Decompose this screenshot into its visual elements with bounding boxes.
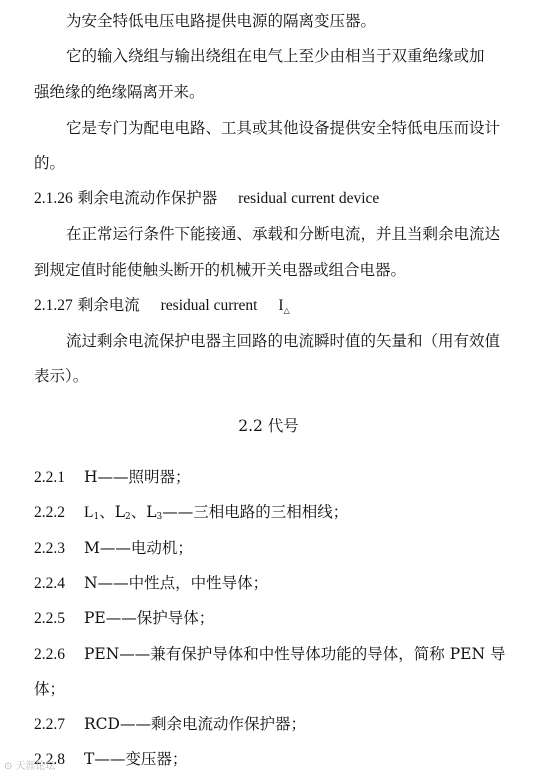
code-number: 2.2.2 (34, 504, 65, 521)
subscript: 1 (93, 512, 100, 522)
code-number: 2.2.1 (34, 469, 65, 486)
definition-line: 流过剩余电流保护电器主回路的电流瞬时值的矢量和（用有效值 (66, 332, 501, 350)
watermark: ⊙ 天涯论坛 (4, 761, 56, 772)
paragraph-line: 它是专门为配电电路、工具或其他设备提供安全特低电压而设计 (66, 119, 501, 137)
subscript: 3 (156, 512, 163, 522)
term-chinese: 剩余电流动作保护器 (77, 189, 218, 207)
code-item (0, 502, 537, 527)
code-item (0, 608, 537, 629)
code-item (0, 644, 537, 665)
definition-line: 到规定值时能使触头断开的机械开关电器或组合电器。 (34, 261, 407, 279)
paragraph-line: 的。 (34, 154, 66, 172)
code-text: RCD——剩余电流动作保护器； (84, 715, 306, 733)
term-chinese: 剩余电流 (77, 296, 140, 314)
section-title: 2.2 代号 (238, 417, 299, 435)
code-item-continuation: 体； (34, 680, 66, 698)
code-number: 2.2.5 (34, 610, 65, 627)
paragraph-line: 它的输入绕组与输出绕组在电气上至少由相当于双重绝缘或加 (66, 47, 485, 65)
code-number: 2.2.6 (34, 646, 65, 663)
definition-line: 表示）。 (34, 367, 89, 385)
code-item (0, 749, 537, 770)
term-symbol: I (278, 297, 284, 314)
term-number: 2.1.27 (34, 297, 73, 314)
code-item (0, 538, 537, 559)
term-heading-2-1-26 (0, 188, 537, 209)
code-number: 2.2.4 (34, 575, 65, 592)
term-number: 2.1.26 (34, 190, 73, 207)
paragraph-line: 为安全特低电压电路提供电源的隔离变压器。 (66, 12, 377, 30)
code-item (0, 467, 537, 488)
code-number: 2.2.3 (34, 540, 65, 557)
code-text: PE——保护导体； (84, 609, 215, 627)
delta-subscript: △ (283, 306, 290, 315)
code-text: N——中性点，中性导体； (84, 574, 269, 592)
paragraph-line: 强绝缘的绝缘隔离开来。 (34, 83, 205, 101)
code-text: H——照明器； (84, 468, 191, 486)
term-english: residual current (160, 297, 258, 314)
code-text: PEN——兼有保护导体和中性导体功能的导体，简称 PEN 导 (84, 645, 506, 663)
code-text: M——电动机； (84, 539, 193, 557)
definition-line: 在正常运行条件下能接通、承载和分断电流，并且当剩余电流达 (66, 225, 501, 243)
code-text: ——三相电路的三相相线； (162, 503, 349, 521)
code-item (0, 573, 537, 594)
term-english: residual current device (238, 190, 380, 207)
subscript: 2 (125, 512, 131, 522)
code-text: 、L (99, 503, 125, 521)
code-number: 2.2.7 (34, 716, 65, 733)
code-text: T——变压器； (84, 750, 188, 768)
code-text: 、L (130, 503, 157, 521)
term-heading-2-1-27 (0, 295, 537, 321)
code-item (0, 714, 537, 735)
code-text: L (84, 504, 94, 521)
code-number: 2.2.8 (34, 751, 65, 768)
